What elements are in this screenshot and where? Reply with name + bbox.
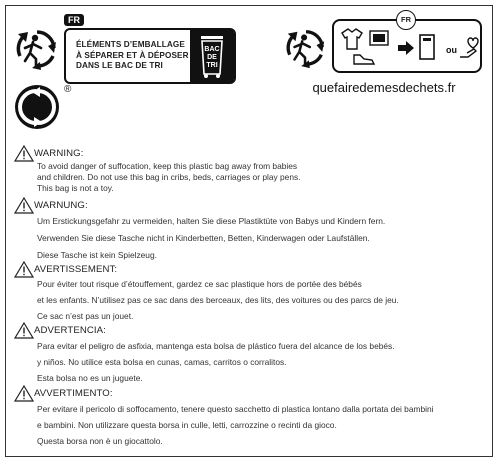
warning-triangle-icon — [14, 322, 34, 339]
heart-hand-icon — [460, 49, 476, 57]
website-link[interactable]: quefairedemesdechets.fr — [312, 80, 456, 95]
country-tag: FR — [396, 10, 416, 30]
or-text: ou — [446, 45, 457, 55]
warning-line: To avoid danger of suffocation, keep this plastic bag away from babies — [37, 161, 298, 171]
bin-icon — [190, 28, 234, 84]
svg-text:TRI: TRI — [206, 62, 218, 69]
warning-line: Verwenden Sie diese Tasche nicht in Kinderbetten, Betten, Kinderwagen oder Laufställen. — [37, 233, 370, 243]
warning-triangle-icon — [14, 261, 34, 278]
recycling-bin-block — [190, 28, 234, 84]
warning-line: and children. Do not use this bag in cribs, beds, carriages or play pens. — [37, 172, 301, 182]
warning-line: This bag is not a toy. — [37, 183, 114, 193]
warning-title: AVERTISSEMENT: — [34, 264, 118, 275]
warning-title: WARNUNG: — [34, 200, 88, 211]
country-tag: FR — [64, 14, 84, 26]
warning-line: Diese Tasche ist kein Spielzeug. — [37, 250, 157, 260]
warning-title: ADVERTENCIA: — [34, 325, 106, 336]
warning-line: y niños. No utilice esta bolsa en cunas, camas, carritos o corralitos. — [37, 357, 287, 367]
info-triman-label — [284, 10, 484, 110]
sorting-instruction-text: ÉLÉMENTS D’EMBALLAGE À SÉPARER ET À DÉPOSER DANS LE BAC DE TRI — [76, 40, 189, 70]
svg-text:DE: DE — [207, 54, 217, 61]
registered-mark: ® — [64, 84, 72, 95]
warning-line: Esta bolsa no es un juguete. — [37, 373, 143, 383]
shirt-icon — [342, 29, 362, 49]
triman-icon — [14, 26, 60, 72]
warning-triangle-icon — [14, 197, 34, 214]
warning-line: Pour éviter tout risque d’étouffement, gardez ce sac plastique hors de portée des bébés — [37, 279, 362, 289]
warning-triangle-icon — [14, 385, 34, 402]
warning-line: Um Erstickungsgefahr zu vermeiden, halten Sie diese Plastiktüte von Babys und Kindern fern. — [37, 216, 386, 226]
warning-line: Per evitare il pericolo di soffocamento, tenere questo sacchetto di plastica lontano dalla portata dei bambini — [37, 404, 434, 414]
svg-text:BAC: BAC — [204, 46, 220, 53]
warning-line: Questa borsa non è un giocattolo. — [37, 436, 163, 446]
green-dot-recycling-icon — [14, 84, 60, 130]
warning-line: Ce sac n’est pas un jouet. — [37, 311, 134, 321]
shoe-icon — [354, 55, 374, 64]
warning-title: AVVERTIMENTO: — [34, 388, 113, 399]
triman-icon — [284, 26, 328, 70]
warning-title: WARNING: — [34, 148, 84, 159]
warning-triangle-icon — [14, 145, 34, 162]
sorting-instruction-panel — [64, 28, 236, 84]
triman-sorting-label — [14, 14, 236, 84]
warning-line: et les enfants. N’utilisez pas ce sac dans des berceaux, des lits, des voitures ou des parcs de jeu. — [37, 295, 399, 305]
arrow-right-icon — [398, 41, 414, 55]
warning-line: Para evitar el peligro de asfixia, mantenga esta bolsa de plástico fuera del alcance de los bebés. — [37, 341, 395, 351]
warning-line: e bambini. Non utilizzare questa borsa in culle, letti, carrozzine o recinti da gioco. — [37, 420, 337, 430]
